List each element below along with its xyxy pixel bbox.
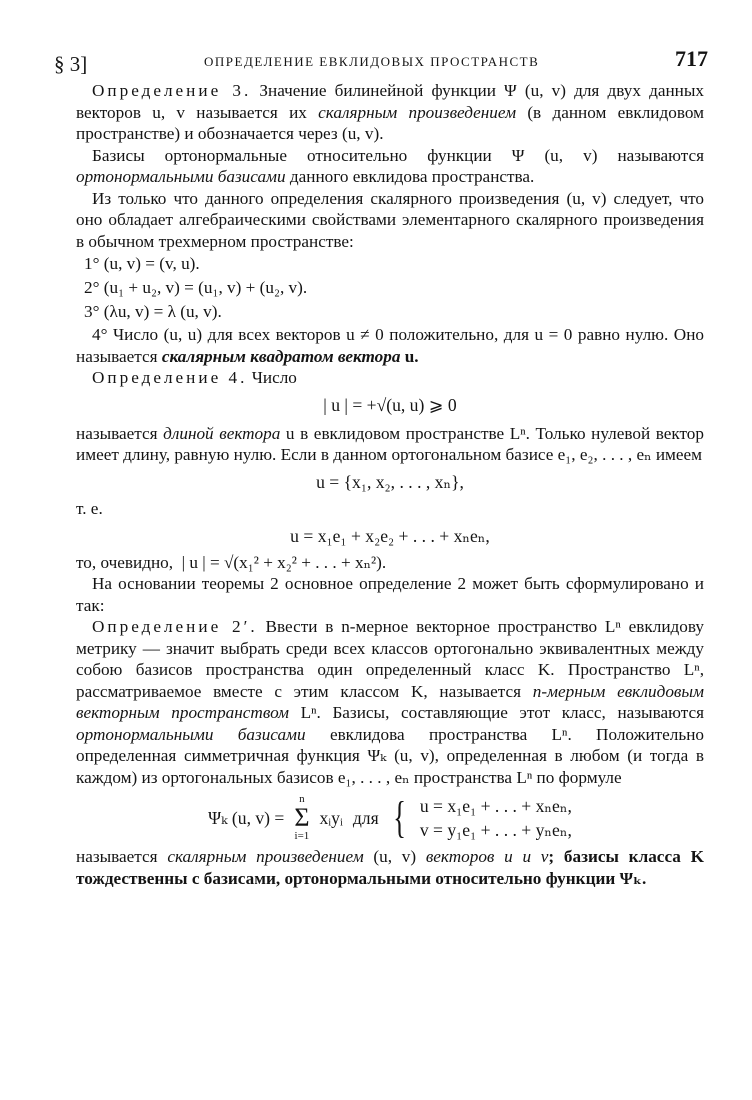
paragraph-text: (u, v) — [363, 847, 426, 866]
emphasis: скалярным квадратом вектора — [161, 346, 401, 366]
sigma-upper-limit: n — [299, 793, 305, 805]
emphasis: ортонормальными базисами — [76, 724, 306, 744]
formula-expansion: u = x₁e₁ + x₂e₂ + . . . + xₙeₙ, — [290, 525, 490, 546]
system-line-u: u = x₁e₁ + . . . + xₙeₙ, — [419, 796, 572, 816]
paragraph-text: данного евклидова пространства. — [285, 167, 535, 186]
emphasis: длиной вектора — [163, 423, 281, 443]
definition-text: Значение билинейной функции Ψ (u, v) для двух данных векторов u, v называется их — [76, 81, 704, 122]
emphasis: ортонормальными базисами — [76, 167, 286, 186]
left-brace: { — [392, 793, 406, 842]
page-header — [54, 40, 708, 80]
definition-text: Ввести в n-мерное векторное пространство Lⁿ евклидову метрику — значит выбрать среди всех классов ортогонально эквивалентных между собою базисов пространства один определенный класс K. Пространство Lⁿ, рассматриваемое вместе с этим классом K, называется — [76, 617, 704, 701]
formula-norm: | u | = +√(u, u) ⩾ 0 — [323, 394, 457, 415]
obviously-line — [76, 552, 704, 574]
paragraph-text: то, очевидно, — [76, 552, 174, 572]
definition-3 — [76, 80, 704, 145]
sigma-symbol — [294, 794, 309, 842]
paragraph-text: u. — [400, 346, 419, 366]
properties-intro: Из только что данного определения скалярного произведения (u, v) следует, что оно обладает алгебраическими свойствами элементарного скалярного произведения в обычном трехмерном пространстве: — [76, 188, 704, 251]
formula-length: | u | = √(x₁² + x₂² + . . . + xₙ²). — [181, 552, 387, 572]
section-marker: § 3] — [54, 52, 88, 76]
paragraph-text: Базисы ортонормальные относительно функции Ψ (u, v) называются — [92, 145, 704, 165]
formula-lhs: Ψₖ (u, v) = — [208, 807, 285, 828]
sigma-lower-limit: i=1 — [294, 830, 310, 842]
bases-paragraph — [76, 145, 704, 188]
length-paragraph — [76, 423, 704, 466]
system-line-v: v = y₁e₁ + . . . + yₙeₙ, — [419, 820, 572, 840]
definition-text: Число — [247, 368, 297, 387]
definition-4 — [76, 367, 704, 389]
page-number: 717 — [675, 46, 708, 71]
definition-2-prime — [76, 616, 704, 788]
ie-label: т. е. — [76, 498, 103, 518]
paragraph-text: u в евклидовом пространстве Lⁿ. Только нулевой вектор имеет длину, равную нулю. Если в данном ортогональном базисе e₁, e₂, . . . , eₙ имеем — [76, 423, 704, 464]
emphasis: скалярным произведением — [318, 102, 517, 122]
emphasis: n-мерным евклидовым векторным пространством — [76, 681, 704, 722]
definition-label: Определение 3. — [92, 81, 252, 100]
sigma-sign: Σ — [294, 803, 310, 832]
paragraph-text: называется — [76, 847, 168, 866]
theorem-2-paragraph: На основании теоремы 2 основное определение 2 может быть сформулировано и так: — [76, 574, 704, 615]
property-1: 1° (u, v) = (v, u). — [84, 254, 200, 273]
paragraph-text: ; базисы класса K тождественны с базисами, ортонормальными относительно функции Ψₖ. — [76, 847, 704, 888]
definition-text: Lⁿ. Базисы, составляющие этот класс, называются — [288, 703, 704, 722]
sum-term: xᵢyᵢ — [319, 807, 343, 828]
paragraph-text: 4° Число (u, u) для всех векторов u ≠ 0 положительно, для u = 0 равно нулю. Оно называется — [76, 325, 704, 366]
property-4 — [76, 324, 704, 367]
definition-text: евклидова пространства Lⁿ. Положительно определенная симметричная функция Ψₖ (u, v), определенная в любом (и тогда в каждом) из ортогональных базисов e₁, . . . , eₙ пространства Lⁿ по формуле — [76, 724, 704, 787]
final-paragraph — [76, 846, 704, 889]
property-2: 2° (u₁ + u₂, v) = (u₁, v) + (u₂, v). — [84, 278, 308, 297]
running-title: ОПРЕДЕЛЕНИЕ ЕВКЛИДОВЫХ ПРОСТРАНСТВ — [204, 54, 540, 69]
formula-coordinates: u = {x₁, x₂, . . . , xₙ}, — [316, 471, 464, 492]
formula-scalar-product — [76, 794, 704, 842]
book-page — [54, 40, 708, 889]
definition-label: Определение 2′. — [92, 617, 258, 636]
for-word: для — [352, 807, 379, 828]
paragraph-text: называется — [76, 423, 164, 443]
definition-label: Определение 4. — [92, 368, 248, 387]
emphasis: векторов u и v — [425, 847, 549, 866]
definition-text: (в данном евклидовом пространстве) и обозначается через (u, v). — [76, 102, 704, 143]
emphasis: скалярным произведением — [167, 847, 364, 866]
system-of-equations — [420, 794, 572, 842]
property-3: 3° (λu, v) = λ (u, v). — [84, 302, 222, 321]
